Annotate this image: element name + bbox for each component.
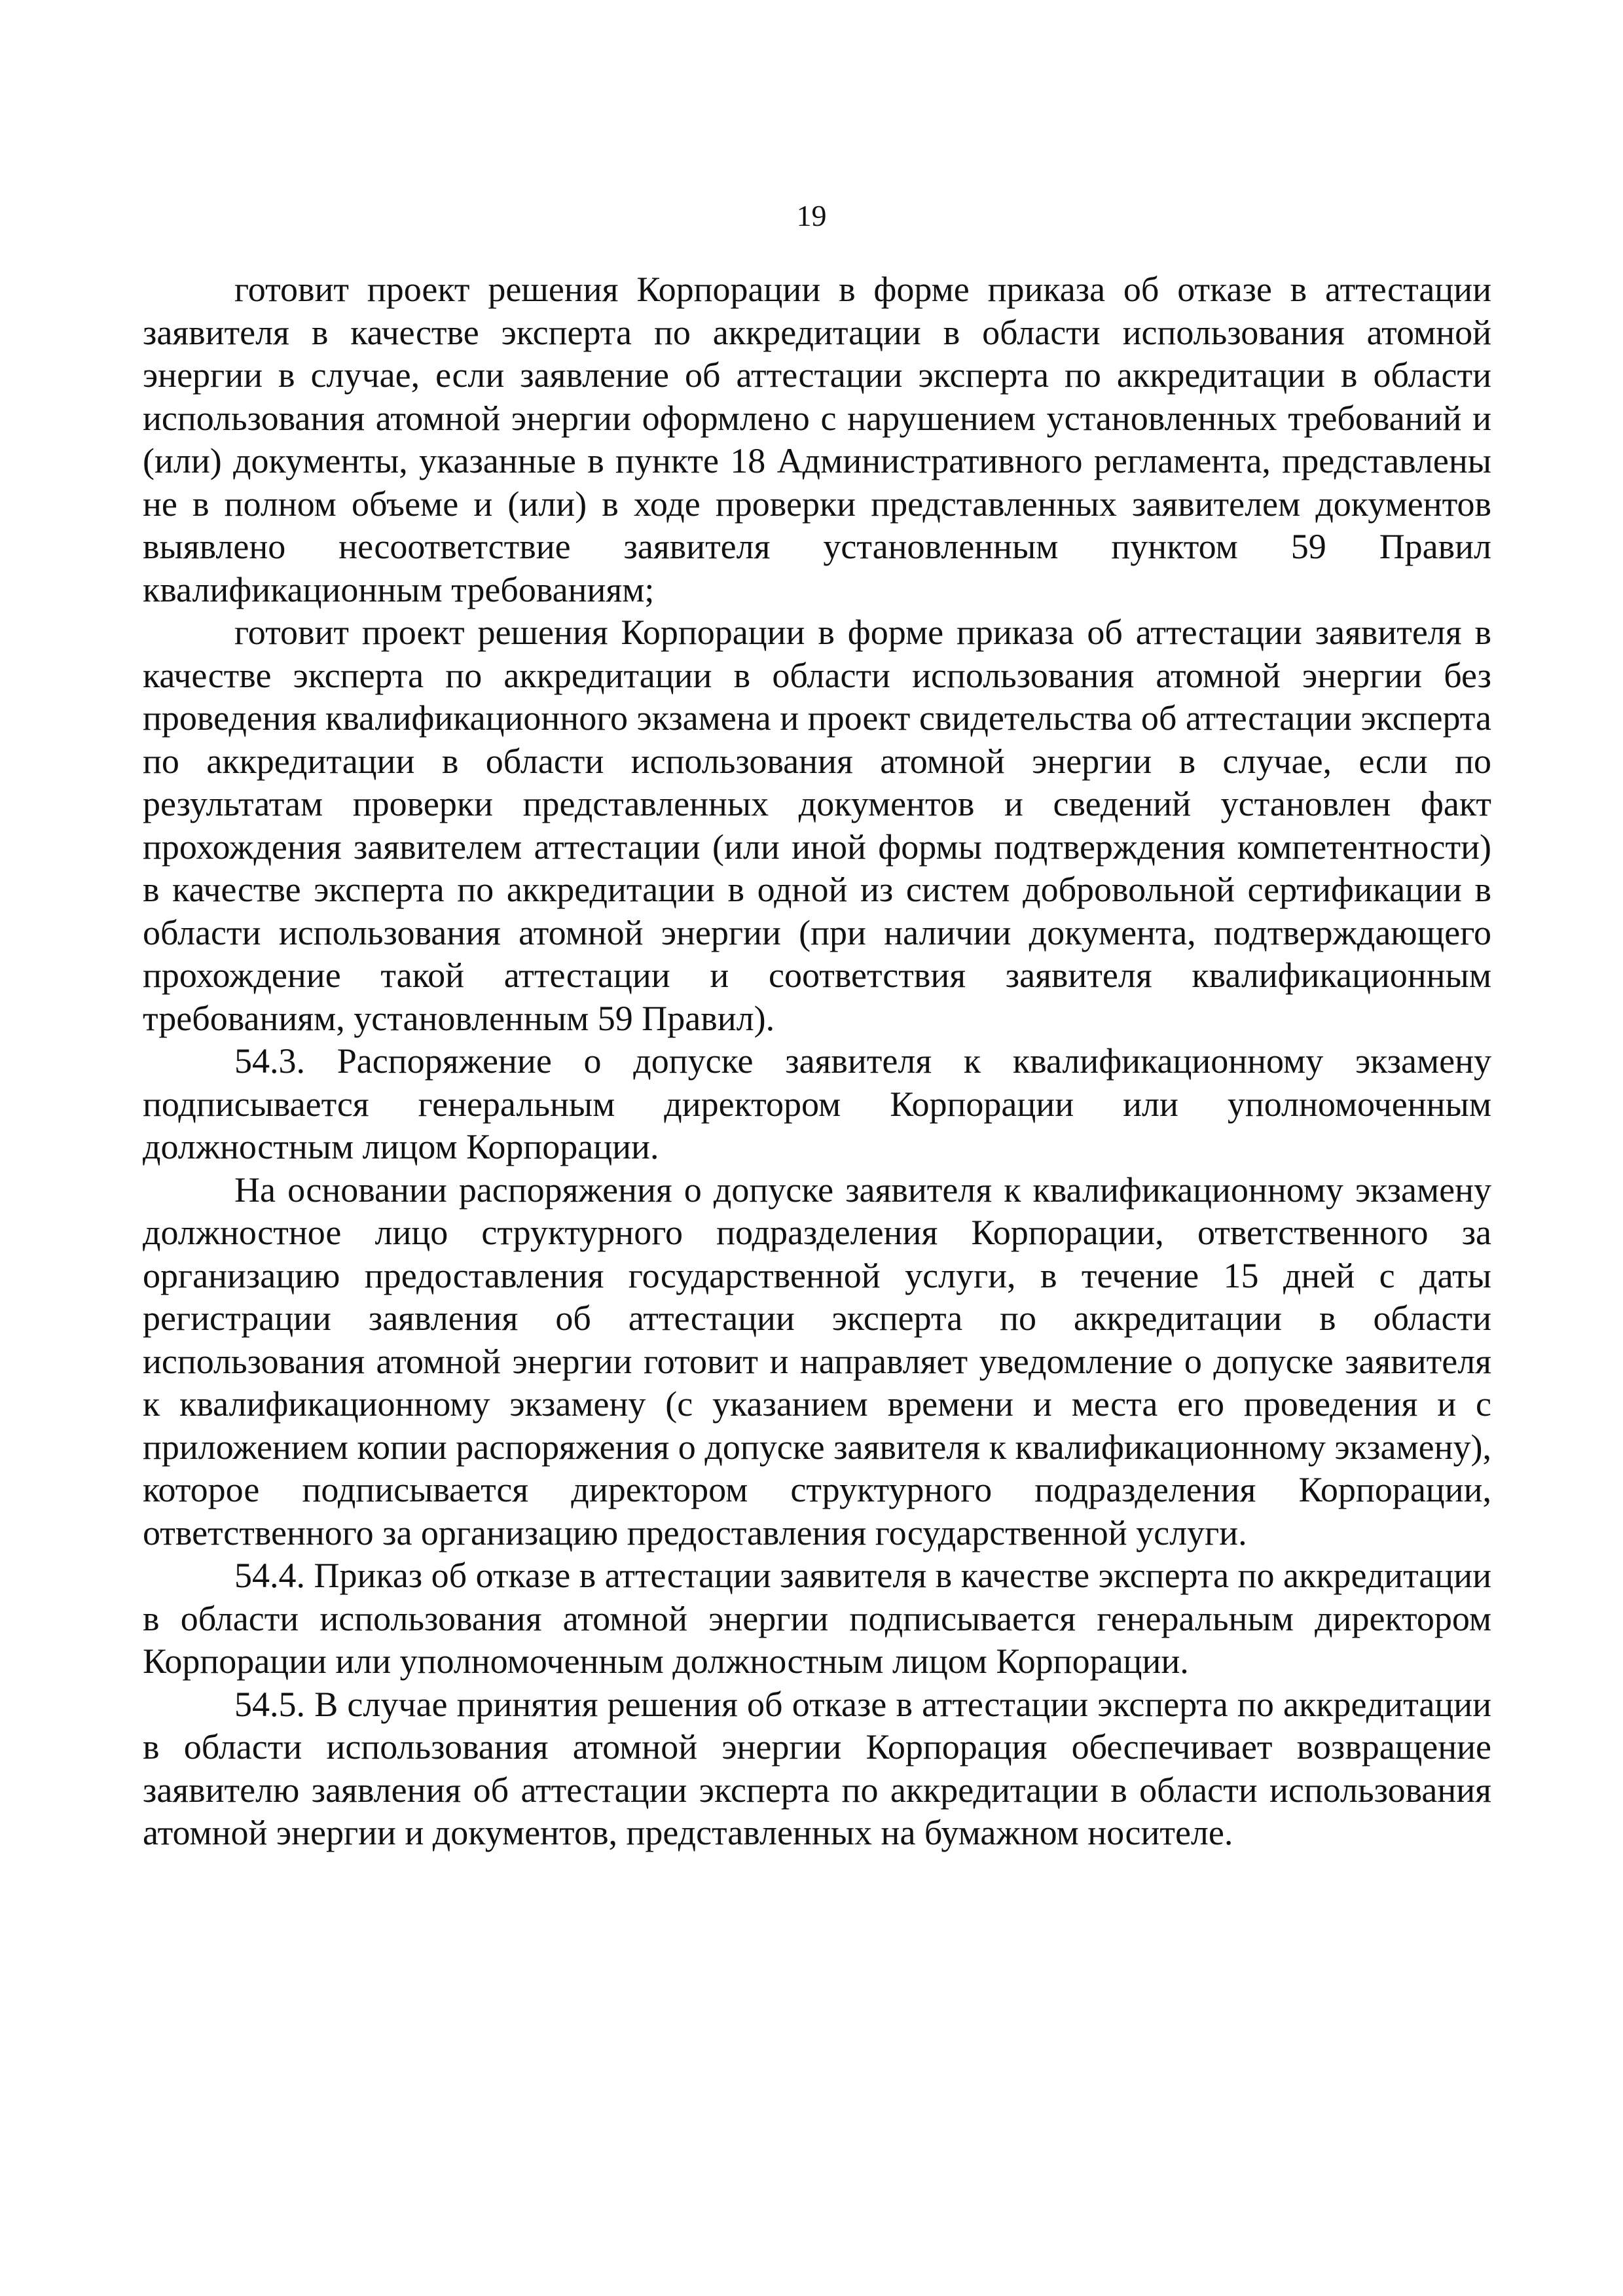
paragraph-54-5: 54.5. В случае принятия решения об отказе в аттестации эксперта по аккредитации в области использования атомной энергии Корпорация обеспечивает возвращение заявителю заявления об аттестации эксперта по аккредитации в области использования атомной энергии и документов, представленных на бумажном носителе.	[143, 1684, 1491, 1852]
document-body	[143, 268, 1491, 1855]
paragraph-54-4: 54.4. Приказ об отказе в аттестации заявителя в качестве эксперта по аккредитации в области использования атомной энергии подписывается генеральным директором Корпорации или уполномоченным должностным лицом Корпорации.	[143, 1556, 1491, 1681]
paragraph-attestation-draft: готовит проект решения Корпорации в форме приказа об аттестации заявителя в качестве эксперта по аккредитации в области использования атомной энергии без проведения квалификационного экзамена и проект свидетельства об аттестации эксперта по аккредитации в области использования атомной энергии в случае, если по результатам проверки представленных документов и сведений установлен факт прохождения заявителем аттестации (или иной формы подтверждения компетентности) в качестве эксперта по аккредитации в одной из систем добровольной сертификации в области использования атомной энергии (при наличии документа, подтверждающего прохождение такой аттестации и соответствия заявителя квалификационным требованиям, установленным 59 Правил).	[143, 613, 1491, 1038]
paragraph-refusal-draft: готовит проект решения Корпорации в форме приказа об отказе в аттестации заявителя в качестве эксперта по аккредитации в области использования атомной энергии в случае, если заявление об аттестации эксперта по аккредитации в области использования атомной энергии оформлено с нарушением установленных требований и (или) документы, указанные в пункте 18 Административного регламента, представлены не в полном объеме и (или) в ходе проверки представленных заявителем документов выявлено несоответствие заявителя установленным пунктом 59 Правил квалификационным требованиям;	[143, 270, 1491, 609]
paragraph-54-3: 54.3. Распоряжение о допуске заявителя к квалификационному экзамену подписывается генеральным директором Корпорации или уполномоченным должностным лицом Корпорации.	[143, 1041, 1491, 1166]
paragraph-exam-notification: На основании распоряжения о допуске заявителя к квалификационному экзамену должностное лицо структурного подразделения Корпорации, ответственного за организацию предоставления государственной услуги, в течение 15 дней с даты регистрации заявления об аттестации эксперта по аккредитации в области использования атомной энергии готовит и направляет уведомление о допуске заявителя к квалификационному экзамену (с указанием времени и места его проведения и с приложением копии распоряжения о допуске заявителя к квалификационному экзамену), которое подписывается директором структурного подразделения Корпорации, ответственного за организацию предоставления государственной услуги.	[143, 1170, 1491, 1552]
page-number: 19	[796, 199, 827, 232]
